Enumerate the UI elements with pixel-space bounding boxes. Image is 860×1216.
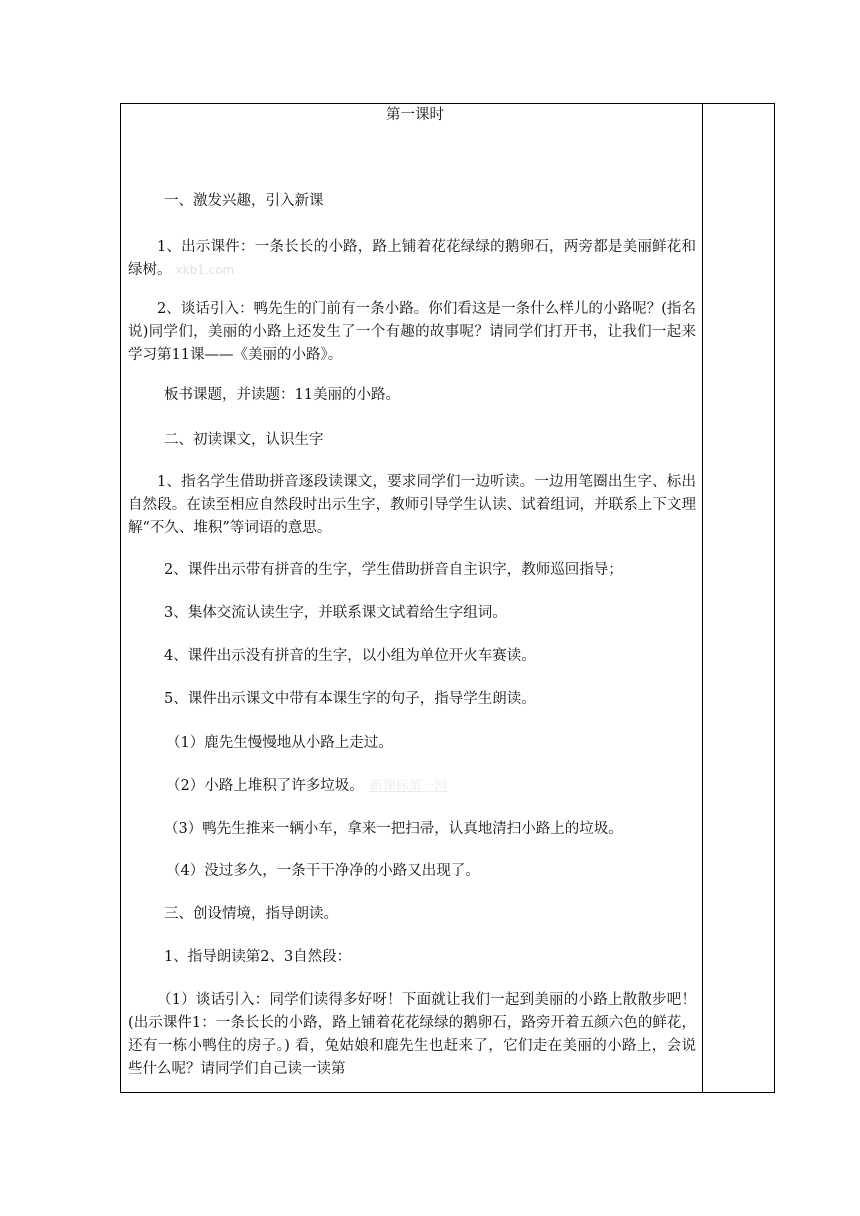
section-2-paragraph-5: 5、课件出示课文中带有本课生字的句子，指导学生朗读。 xyxy=(164,691,536,707)
section-1-paragraph-2: 2、谈话引入：鸭先生的门前有一条小路。你们看这是一条什么样儿的小路呢？(指名说)同学们，美丽的小路上还发生了一个有趣的故事呢？请同学们打开书，让我们一起来学习第11课——《美丽的小路》。 xyxy=(128,301,696,363)
section-1-paragraph-1 xyxy=(128,236,696,282)
sentence-4: （4）没过多久，一条干干净净的小路又出现了。 xyxy=(166,863,480,879)
section-3-paragraph-2: （1）谈话引入：同学们读得多好呀！下面就让我们一起到美丽的小路上散散步吧！(出示课件1：一条长长的小路，路上铺着花花绿绿的鹅卵石，路旁开着五颜六色的鲜花，还有一栋小鸭住的房子。) 看，兔姑娘和鹿先生也赶来了，它们走在美丽的小路上，会说些什么呢？请同学们自己读一读第 xyxy=(128,992,696,1077)
watermark-text: xkb1.com xyxy=(175,263,235,277)
section-1-paragraph-1-text: 1、出示课件：一条长长的小路，路上铺着花花绿绿的鹅卵石，两旁都是美丽鲜花和绿树。 xyxy=(128,239,696,278)
sentence-2-text: （2）小路上堆积了许多垃圾。 xyxy=(166,778,364,794)
sentence-3: （3）鸭先生推来一辆小车，拿来一把扫帚，认真地清扫小路上的垃圾。 xyxy=(164,821,623,837)
section-1-paragraph-3: 板书课题，并读题：11美丽的小路。 xyxy=(164,387,400,403)
section-2-paragraph-4: 4、课件出示没有拼音的生字，以小组为单位开火车赛读。 xyxy=(164,648,536,664)
section-2-paragraph-3: 3、集体交流认读生字，并联系课文试着给生字组词。 xyxy=(164,605,507,621)
sentence-2 xyxy=(166,775,448,798)
watermark-link-text: 新课标第一网 xyxy=(369,779,448,794)
lesson-title: 第一课时 xyxy=(386,107,444,123)
table-column-divider xyxy=(702,103,703,1093)
section-1-heading: 一、激发兴趣，引入新课 xyxy=(164,193,324,209)
section-2-paragraph-1: 1、指名学生借助拼音逐段读课文，要求同学们一边听读。一边用笔圈出生字、标出自然段。在读至相应自然段时出示生字，教师引导学生认读、试着组词，并联系上下文理解“不久、堆积”等词语的意思。 xyxy=(128,474,696,536)
section-3-paragraph-1: 1、指导朗读第2、3自然段： xyxy=(164,949,352,965)
section-2-paragraph-2: 2、课件出示带有拼音的生字，学生借助拼音自主识字，教师巡回指导； xyxy=(164,562,623,578)
section-3-heading: 三、创设情境，指导朗读。 xyxy=(164,906,338,922)
sentence-1: （1）鹿先生慢慢地从小路上走过。 xyxy=(166,735,393,751)
section-2-heading: 二、初读课文，认识生字 xyxy=(164,432,324,448)
